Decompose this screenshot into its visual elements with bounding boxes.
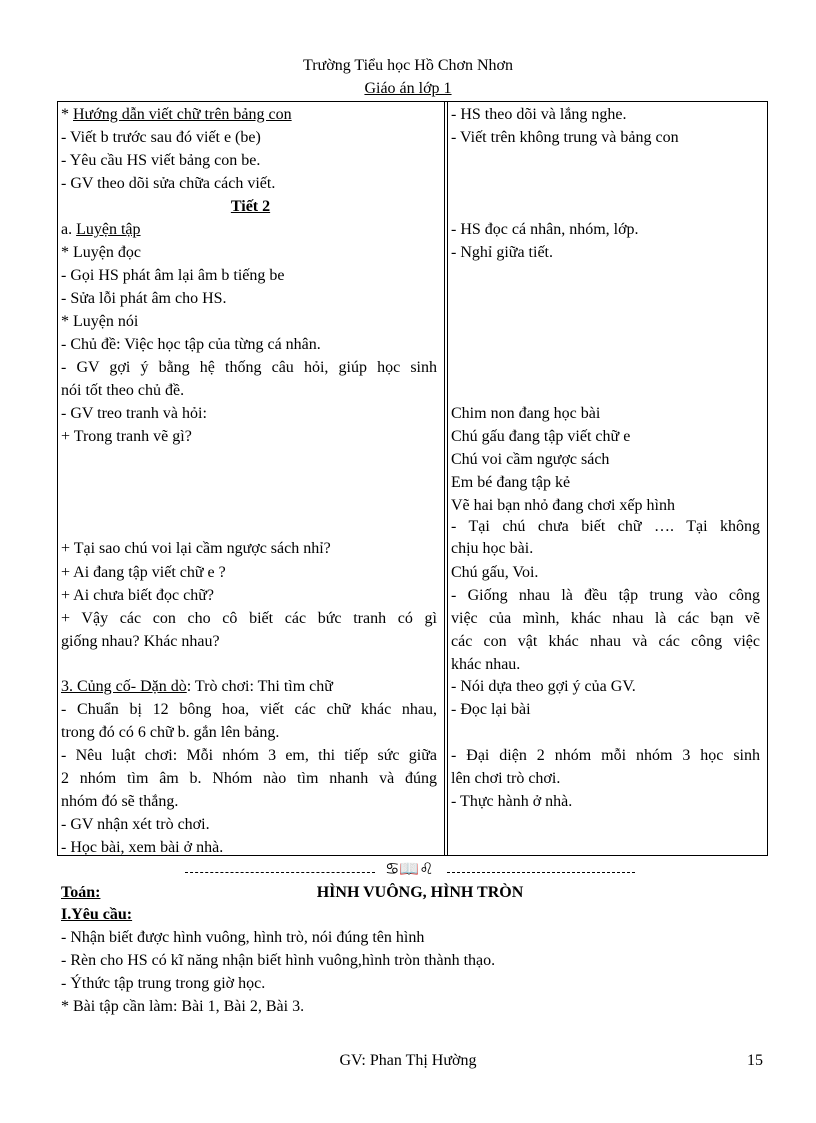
table-right-line: - Giống nhau là đều tập trung vào công: [451, 587, 760, 604]
table-right-line: - Đại diện 2 nhóm mỗi nhóm 3 học sinh: [451, 747, 760, 764]
table-left-line: + Vậy các con cho cô biết các bức tranh có gì: [61, 610, 437, 627]
footer-author: GV: Phan Thị Hường: [339, 1052, 477, 1069]
table-left-line: giống nhau? Khác nhau?: [61, 633, 220, 650]
table-left-line: - Sửa lỗi phát âm cho HS.: [61, 290, 227, 307]
table-right-line: Chú voi cầm ngược sách: [451, 451, 610, 468]
table-right-line: - HS theo dõi và lắng nghe.: [451, 106, 627, 123]
table-left-line: + Tại sao chú voi lại cầm ngược sách nhỉ?: [61, 540, 331, 557]
table-right-line: Chú gấu, Voi.: [451, 564, 539, 581]
requirements-heading: I.Yêu cầu:: [61, 906, 133, 923]
table-left-line: nhóm đó sẽ thắng.: [61, 793, 179, 810]
requirement-item: * Bài tập cần làm: Bài 1, Bài 2, Bài 3.: [61, 998, 305, 1015]
table-left-line: [61, 104, 292, 126]
dashed-line: [185, 872, 375, 873]
table-right-line: - Thực hành ở nhà.: [451, 793, 573, 810]
review-game-text: : Trò chơi: Thi tìm chữ: [186, 678, 333, 695]
table-right-line: chịu học bài.: [451, 540, 534, 557]
table-right-line: khác nhau.: [451, 656, 521, 673]
guide-heading-text: Hướng dẫn viết chữ trên bảng con: [73, 106, 292, 123]
table-right-line: Chú gấu đang tập viết chữ e: [451, 428, 631, 445]
table-left-line: - Học bài, xem bài ở nhà.: [61, 839, 224, 856]
guide-heading: * Hướng dẫn viết chữ trên bảng con: [61, 106, 292, 123]
requirement-item: - Nhận biết được hình vuông, hình trò, nói đúng tên hình: [61, 929, 425, 946]
section-separator: [185, 859, 635, 881]
table-left-line: - GV theo dõi sửa chữa cách viết.: [61, 175, 276, 192]
table-left-line: - Chủ đề: Việc học tập của từng cá nhân.: [61, 336, 321, 353]
subject-label: Toán:: [61, 884, 101, 901]
table-left-line: [61, 676, 333, 698]
table-left-line: a. Luyện tập: [61, 221, 141, 238]
period-heading: Tiết 2: [230, 198, 271, 215]
column-divider: [447, 101, 448, 856]
table-left-line: - Gọi HS phát âm lại âm b tiếng be: [61, 267, 285, 284]
table-right-line: Chim non đang học bài: [451, 405, 601, 422]
table-left-line: + Trong tranh vẽ gì?: [61, 428, 192, 445]
table-right-line: - Nghỉ giữa tiết.: [451, 244, 553, 261]
table-right-line: việc của mình, khác nhau là các bạn vẽ: [451, 610, 760, 627]
table-right-line: các con vật khác nhau và các công việc: [451, 633, 760, 650]
table-right-line: Em bé đang tập kẻ: [451, 474, 571, 491]
table-right-line: lên chơi trò chơi.: [451, 770, 561, 787]
table-left-line: + Ai đang tập viết chữ e ?: [61, 564, 226, 581]
table-right-line: - HS đọc cá nhân, nhóm, lớp.: [451, 221, 639, 238]
table-right-line: - Tại chú chưa biết chữ …. Tại không: [451, 518, 760, 535]
lesson-plan-title: Giáo án lớp 1: [364, 80, 452, 97]
table-left-line: 2 nhóm tìm âm b. Nhóm nào tìm nhanh và đúng: [61, 770, 437, 787]
lesson-title: HÌNH VUÔNG, HÌNH TRÒN: [316, 884, 524, 901]
table-left-line: - GV treo tranh và hỏi:: [61, 405, 207, 422]
table-left-line: nói tốt theo chủ đề.: [61, 382, 185, 399]
requirement-item: - Ýthức tập trung trong giờ học.: [61, 975, 266, 992]
table-right-line: - Viết trên không trung và bảng con: [451, 129, 679, 146]
table-left-line: - Chuẩn bị 12 bông hoa, viết các chữ khác nhau,: [61, 701, 437, 718]
table-left-line: - GV nhận xét trò chơi.: [61, 816, 210, 833]
dashed-line: [447, 872, 635, 873]
page-number: 15: [747, 1052, 763, 1069]
table-left-line: + Ai chưa biết đọc chữ?: [61, 587, 214, 604]
table-left-line: * Luyện nói: [61, 313, 139, 330]
table-left-line: - Yêu cầu HS viết bảng con be.: [61, 152, 261, 169]
table-left-line: trong đó có 6 chữ b. gắn lên bảng.: [61, 724, 280, 741]
table-left-line: * Luyện đọc: [61, 244, 141, 261]
practice-heading-text: Luyện tập: [76, 221, 141, 238]
table-right-line: Vẽ hai bạn nhỏ đang chơi xếp hình: [451, 497, 675, 514]
column-divider: [444, 101, 445, 856]
table-right-line: - Đọc lại bài: [451, 701, 531, 718]
table-right-line: - Nói dựa theo gợi ý của GV.: [451, 678, 636, 695]
review-heading: 3. Củng cố- Dặn dò: [61, 678, 187, 695]
ornament-icon: ♋📖♌: [385, 859, 434, 878]
school-name: Trường Tiểu học Hồ Chơn Nhơn: [303, 57, 513, 74]
table-left-line: - Nêu luật chơi: Mỗi nhóm 3 em, thi tiếp sức giữa: [61, 747, 437, 764]
table-left-line: - GV gợi ý bằng hệ thống câu hỏi, giúp học sinh: [61, 359, 437, 376]
requirement-item: - Rèn cho HS có kĩ năng nhận biết hình vuông,hình tròn thành thạo.: [61, 952, 496, 969]
table-left-line: - Viết b trước sau đó viết e (be): [61, 129, 261, 146]
